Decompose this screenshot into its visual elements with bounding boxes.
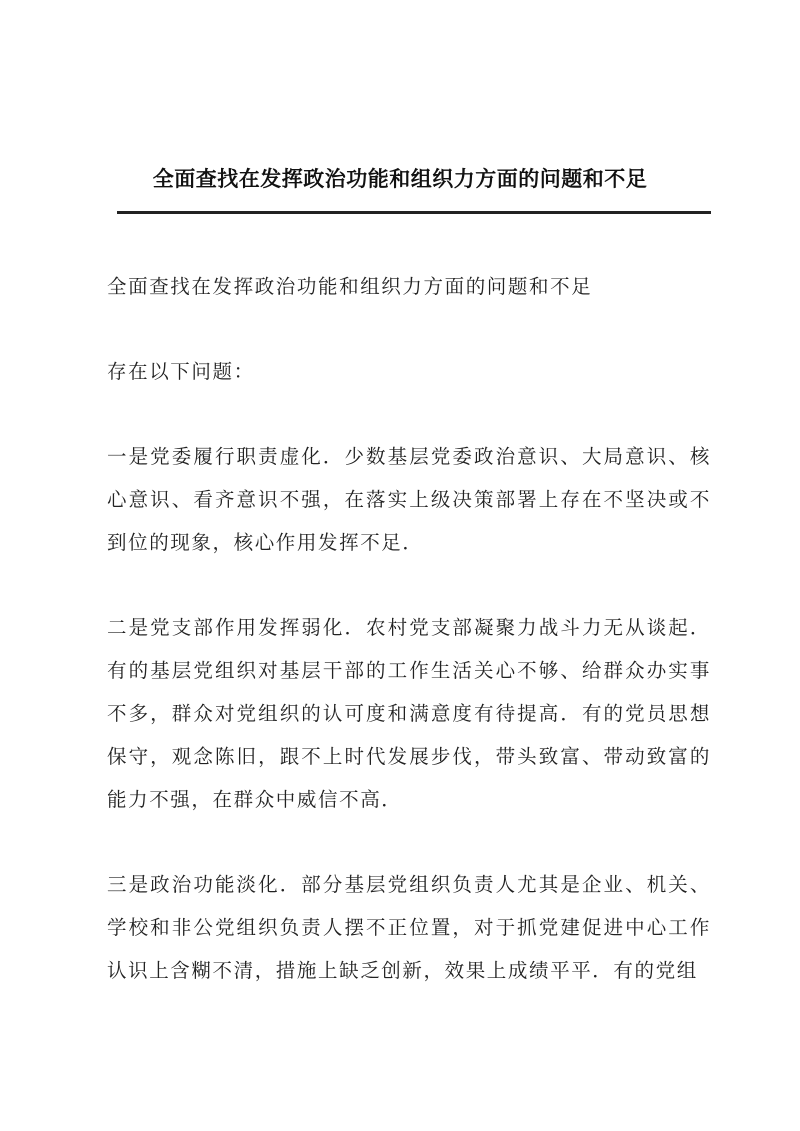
paragraph-intro: 存在以下问题： bbox=[107, 360, 255, 383]
paragraph-issue-three: 三是政治功能淡化．部分基层党组织负责人尤其是企业、机关、学校和非公党组织负责人摆不正位置，对于抓党建促进中心工作认识上含糊不清，措施上缺乏创新，效果上成绩平平．有的党组 bbox=[107, 873, 711, 982]
document-title: 全面查找在发挥政治功能和组织力方面的问题和不足 bbox=[152, 167, 648, 191]
paragraph-issue-two: 二是党支部作用发挥弱化．农村党支部凝聚力战斗力无从谈起．有的基层党组织对基层干部的工作生活关心不够、给群众办实事不多，群众对党组织的认可度和满意度有待提高．有的党员思想保守，观念陈旧，跟不上时代发展步伐，带头致富、带动致富的能力不强，在群众中威信不高． bbox=[107, 616, 711, 811]
paragraph-issue-one: 一是党委履行职责虚化．少数基层党委政治意识、大局意识、核心意识、看齐意识不强，在落实上级决策部署上存在不坚决或不到位的现象，核心作用发挥不足． bbox=[107, 445, 711, 554]
paragraph-subtitle: 全面查找在发挥政治功能和组织力方面的问题和不足 bbox=[107, 275, 593, 298]
title-underline bbox=[117, 211, 711, 214]
